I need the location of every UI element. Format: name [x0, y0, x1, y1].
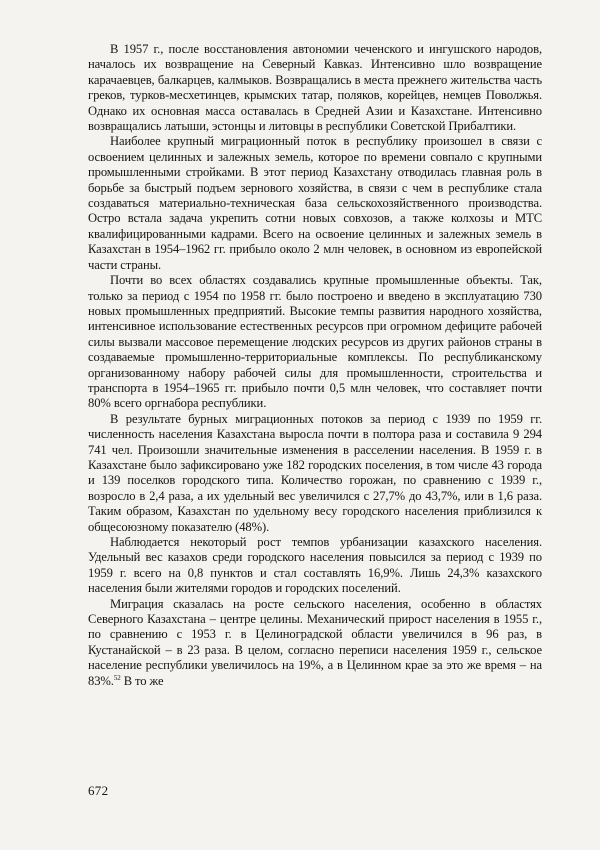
- paragraph-kazakh-urbanization: Наблюдается некоторый рост темпов урбанизации казахского населения. Удельный вес казахов среди городского населения повысился за период с 1939 по 1959 г. всего на 0,8 пунктов и стал составлять 16,9%. Лишь 24,3% казахского населения были жителями городов и городских поселений.: [88, 535, 542, 596]
- page-number: 672: [88, 783, 109, 798]
- paragraph-rural-population: [88, 597, 542, 689]
- footnote-reference: 52: [113, 673, 121, 682]
- paragraph-rural-population-continuation: В то же: [120, 673, 164, 688]
- document-page: [88, 42, 542, 689]
- paragraph-repatriation: В 1957 г., после восстановления автономии чеченского и ингушского народов, началось их возвращение на Северный Кавказ. Интенсивно шло возвращение карачаевцев, балкарцев, калмыков. Возвращались в места прежнего жительства часть греков, турков-месхетинцев, крымских татар, поляков, корейцев, немцев Поволжья. Однако их основная масса оставалась в Средней Азии и Казахстане. Интенсивно возвращались латыши, эстонцы и литовцы в республики Советской Прибалтики.: [88, 42, 542, 134]
- paragraph-population-growth: В результате бурных миграционных потоков за период с 1939 по 1959 гг. численность населения Казахстана выросла почти в полтора раза и составила 9 294 741 чел. Произошли значительные изменения в расселении населения. В 1959 г. в Казахстане было зафиксировано уже 182 городских поселения, в том числе 43 города и 139 поселков городского типа. Количество горожан, по сравнению с 1939 г., возросло в 2,4 раза, а их удельный вес увеличился с 27,7% до 43,7%, или в 1,6 раза. Таким образом, Казахстан по удельному весу городского населения приблизился к общесоюзному показателю (48%).: [88, 411, 542, 534]
- paragraph-virgin-lands-migration: Наиболее крупный миграционный поток в республику произошел в связи с освоением целинных и залежных земель, которое по времени совпало с крупными промышленными стройками. В этот период Казахстану отводилась главная роль в борьбе за быстрый подъем зернового хозяйства, в связи с чем в республике стала создаваться материально-техническая база сельскохозяйственного производства. Остро встала задача укрепить сотни новых совхозов, а также колхозы и МТС квалифицированными кадрами. Всего на освоение целинных и залежных земель в Казахстан в 1954–1962 гг. прибыло около 2 млн человек, в основном из европейской части страны.: [88, 134, 542, 272]
- paragraph-industrial-objects: Почти во всех областях создавались крупные промышленные объекты. Так, только за период с 1954 по 1958 гг. было построено и введено в эксплуатацию 730 новых промышленных предприятий. Высокие темпы развития народного хозяйства, интенсивное использование естественных ресурсов при огромном дефиците рабочей силы вызвали массовое перемещение людских ресурсов из других районов страны в создаваемые промышленно-территориальные комплексы. По республиканскому организованному набору рабочей силы для промышленности, строительства и транспорта в 1954–1965 гг. прибыло почти 0,5 млн человек, что составляет почти 80% всего оргнабора республики.: [88, 273, 542, 411]
- paragraph-rural-population-text: Миграция сказалась на росте сельского населения, особенно в областях Северного Казахстана – центре целины. Механический прирост населения в 1955 г., по сравнению с 1953 г. в Целиноградской области увеличился в 96 раз, в Кустанайской – в 23 раза. В целом, согласно переписи населения 1959 г., сельское население республики увеличилось на 19%, а в Целинном крае за это же время – на 83%.: [88, 596, 542, 688]
